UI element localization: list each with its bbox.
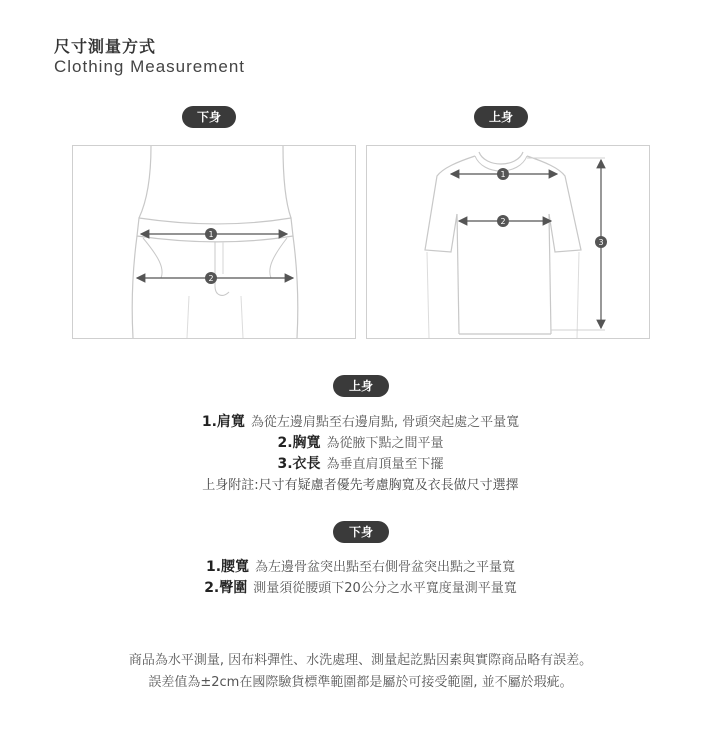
top-item-num: 2.: [277, 435, 293, 451]
top-item-desc: 為從左邊肩點至右邊肩點, 骨頭突起處之平量寬: [250, 415, 520, 430]
top-item-name: 胸寬: [292, 435, 321, 451]
top-item-desc: 為垂直肩頂量至下擺: [326, 457, 444, 472]
top-section-badge: 上身: [333, 375, 389, 397]
bottom-item-num: 2.: [204, 580, 220, 596]
marker-1-pants-label: 1: [208, 230, 214, 239]
top-diagram-badge: 上身: [474, 106, 528, 128]
top-item-chest: [0, 433, 721, 454]
top-item-name: 肩寬: [216, 414, 245, 430]
bottom-item-hip: [0, 578, 721, 599]
bottom-item-desc: 為左邊骨盆突出點至右側骨盆突出點之平量寬: [255, 560, 516, 575]
shirt-diagram: [366, 145, 650, 339]
top-item-num: 1.: [201, 414, 217, 430]
measurement-disclaimer: [0, 650, 721, 694]
marker-2-shirt-label: 2: [500, 217, 506, 226]
bottom-item-num: 1.: [205, 559, 222, 575]
bottom-diagram-badge: 下身: [182, 106, 236, 128]
bottom-section-badge: 下身: [333, 521, 389, 543]
pants-diagram: [72, 145, 356, 339]
bottom-item-name: 腰寬: [221, 559, 250, 575]
shirt-illustration: [367, 146, 649, 338]
marker-2-pants-label: 2: [208, 274, 214, 283]
top-measurements: [0, 412, 721, 496]
bottom-measurements: [0, 557, 721, 599]
bottom-item-desc: 測量須從腰頭下20公分之水平寬度量測平量寬: [253, 581, 517, 596]
marker-3-shirt-label: 3: [598, 238, 604, 247]
top-item-name: 衣長: [292, 456, 321, 472]
page-title: 尺寸測量方式: [54, 37, 157, 56]
top-item-length: [0, 454, 721, 475]
top-item-shoulder: [0, 412, 721, 433]
bottom-item-waist: [0, 557, 721, 578]
disclaimer-line-1: 商品為水平測量, 因布料彈性、水洗處理、測量起訖點因素與實際商品略有誤差。: [128, 653, 593, 668]
bottom-item-name: 臀圍: [219, 580, 248, 596]
top-section-note: 上身附註:尺寸有疑慮者優先考慮胸寬及衣長做尺寸選擇: [202, 478, 519, 493]
page-subtitle: Clothing Measurement: [54, 57, 246, 76]
marker-1-shirt-label: 1: [500, 170, 506, 179]
top-item-num: 3.: [277, 456, 293, 472]
top-item-desc: 為從腋下點之間平量: [326, 436, 444, 451]
pants-illustration: [73, 146, 355, 338]
disclaimer-line-2: 誤差值為±2cm在國際驗貨標準範圍都是屬於可接受範圍, 並不屬於瑕疵。: [148, 675, 573, 690]
